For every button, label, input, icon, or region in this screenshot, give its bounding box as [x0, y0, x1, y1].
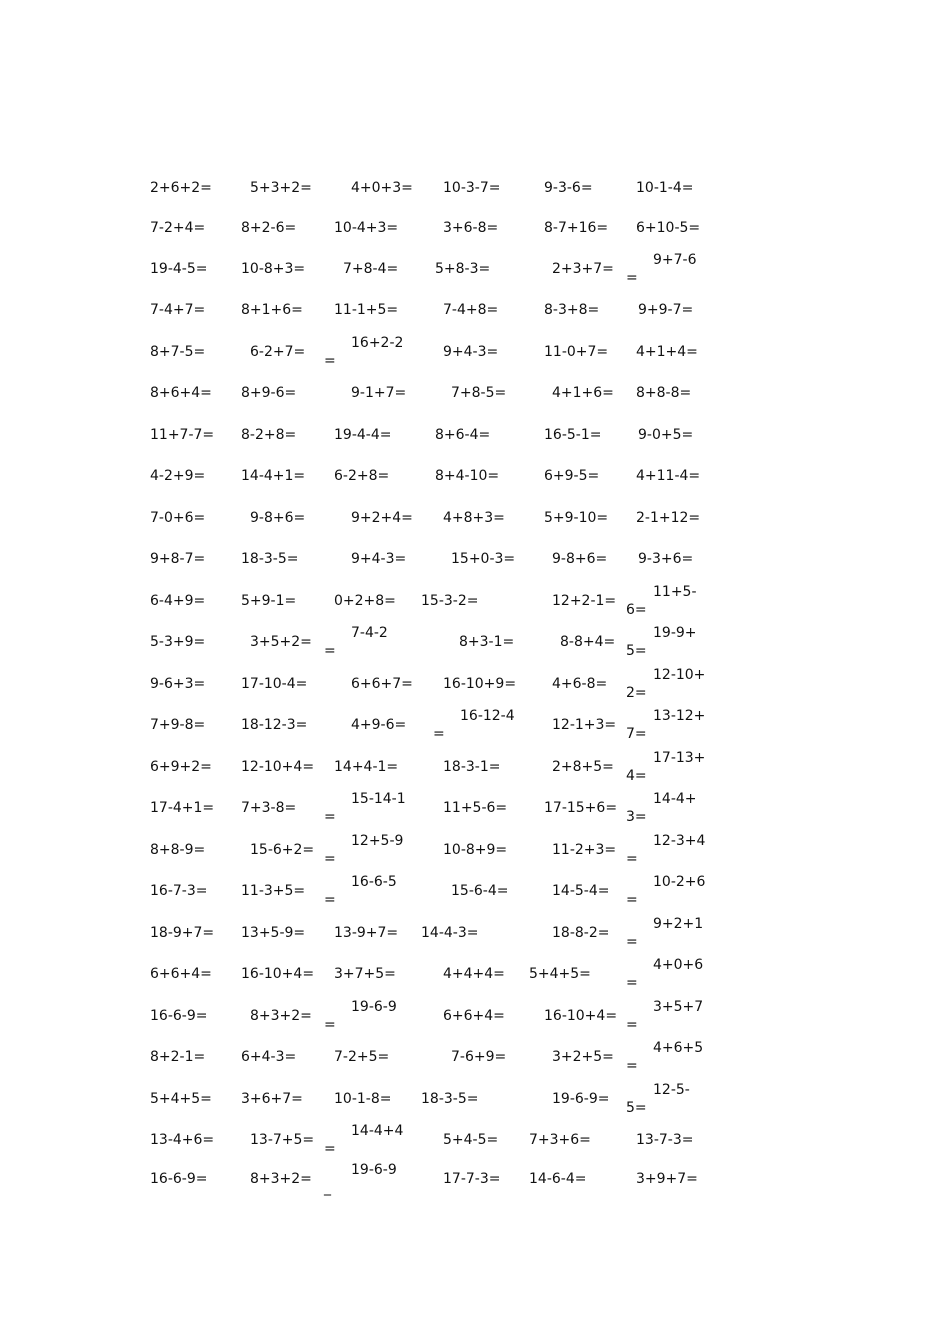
problem-text: 13-4+6= — [150, 1132, 215, 1148]
problem-text-line-2: = — [324, 809, 336, 825]
problem-text: 13-9+7= — [334, 925, 399, 941]
problem-text-line-2: = — [324, 643, 336, 659]
problem-text-line-2: = — [626, 1058, 638, 1074]
problem-row — [0, 551, 950, 581]
problem-text-line-2: = — [324, 1017, 336, 1033]
problem-text: 10-3-7= — [443, 180, 501, 196]
problem-text: 10-8+3= — [241, 261, 306, 277]
problem-row — [0, 708, 950, 747]
problem-text: 16-10+9= — [443, 676, 517, 692]
problem-text: 2-1+12= — [636, 510, 701, 526]
problem-text: 17-10-4= — [241, 676, 308, 692]
problem-row — [0, 1082, 950, 1121]
problem-text: 16-5-1= — [544, 427, 602, 443]
problem-text: 10-1-8= — [334, 1091, 392, 1107]
problem-text: 17-15+6= — [544, 800, 618, 816]
problem-row — [0, 791, 950, 830]
problem-text: 8+8-9= — [150, 842, 206, 858]
problem-text: 7-4+7= — [150, 302, 206, 318]
problem-text: 9-8+6= — [552, 551, 608, 567]
problem-text: 8+3-1= — [459, 634, 515, 650]
problem-text-line-2: 5= — [626, 643, 647, 659]
problem-text: 3+5+2= — [250, 634, 312, 650]
problem-text: 16-10+4= — [241, 966, 315, 982]
problem-row — [0, 999, 950, 1038]
problem-text-line-1: 12-5- — [653, 1082, 690, 1098]
problem-text-line-2: 7= — [626, 726, 647, 742]
problem-text: 16-6-9= — [150, 1008, 208, 1024]
problem-text: 18-9+7= — [150, 925, 215, 941]
problem-text: 9-1+7= — [351, 385, 407, 401]
problem-text: 12+2-1= — [552, 593, 617, 609]
problem-text: 12-1+3= — [552, 717, 617, 733]
problem-text: 15-3-2= — [421, 593, 479, 609]
problem-text: 0+2+8= — [334, 593, 396, 609]
problem-text: 7+3+6= — [529, 1132, 591, 1148]
problem-text: 7+3-8= — [241, 800, 297, 816]
problem-text: 14-5-4= — [552, 883, 610, 899]
problem-text: 18-8-2= — [552, 925, 610, 941]
problem-text-line-2: = — [626, 934, 638, 950]
problem-text: 11-3+5= — [241, 883, 306, 899]
problem-text: 7+8-4= — [343, 261, 399, 277]
problem-text-line-2: = — [626, 851, 638, 867]
problem-text: 9-8+6= — [250, 510, 306, 526]
problem-text: 5+9-1= — [241, 593, 297, 609]
problem-text: 11+7-7= — [150, 427, 215, 443]
problem-text: 6+4-3= — [241, 1049, 297, 1065]
problem-text: 4+0+3= — [351, 180, 413, 196]
problem-text: 6-2+8= — [334, 468, 390, 484]
problem-text: 7+8-5= — [451, 385, 507, 401]
problem-text: 11-0+7= — [544, 344, 609, 360]
problem-text-line-1: 4+6+5 — [653, 1040, 704, 1056]
problem-text: 11+5-6= — [443, 800, 508, 816]
problem-text-line-2: _ — [324, 1180, 331, 1196]
problem-text: 7-4+8= — [443, 302, 499, 318]
problem-text-line-1: 13-12+ — [653, 708, 706, 724]
problem-text: 5+3+2= — [250, 180, 312, 196]
problem-text: 5-3+9= — [150, 634, 206, 650]
problem-text: 7-2+4= — [150, 220, 206, 236]
problem-text: 8+1+6= — [241, 302, 303, 318]
problem-row — [0, 385, 950, 415]
problem-text: 16-10+4= — [544, 1008, 618, 1024]
problem-text: 13-7-3= — [636, 1132, 694, 1148]
problem-text: 14-4+1= — [241, 468, 306, 484]
problem-text: 12-10+4= — [241, 759, 315, 775]
problem-text-line-1: 16-6-5 — [351, 874, 397, 890]
problem-text-line-2: 4= — [626, 768, 647, 784]
problem-row — [0, 667, 950, 706]
problem-row — [0, 625, 950, 664]
problem-text: 8+4-10= — [435, 468, 500, 484]
problem-text-line-2: = — [626, 975, 638, 991]
problem-text: 3+7+5= — [334, 966, 396, 982]
problem-text-line-2: = — [324, 892, 336, 908]
problem-text: 4+1+6= — [552, 385, 614, 401]
problem-text: 9+4-3= — [443, 344, 499, 360]
problem-text: 10-4+3= — [334, 220, 399, 236]
problem-text: 17-7-3= — [443, 1171, 501, 1187]
problem-text: 7-6+9= — [451, 1049, 507, 1065]
problem-row — [0, 833, 950, 872]
problem-text: 6+6+4= — [150, 966, 212, 982]
problem-text-line-1: 11+5- — [653, 584, 697, 600]
problem-text: 11-2+3= — [552, 842, 617, 858]
problem-text: 5+4-5= — [443, 1132, 499, 1148]
problem-text: 9+8-7= — [150, 551, 206, 567]
problem-text: 9-6+3= — [150, 676, 206, 692]
problem-text: 4+11-4= — [636, 468, 701, 484]
problem-text: 5+4+5= — [150, 1091, 212, 1107]
problem-text-line-1: 4+0+6 — [653, 957, 704, 973]
problem-row — [0, 916, 950, 955]
problem-text: 9-3-6= — [544, 180, 593, 196]
problem-text-line-1: 16+2-2 — [351, 335, 404, 351]
problem-text-line-2: 2= — [626, 685, 647, 701]
problem-text-line-2: 6= — [626, 602, 647, 618]
problem-text-line-2: = — [324, 353, 336, 369]
problem-text: 8+3+2= — [250, 1171, 312, 1187]
problem-text-line-1: 9+7-6 — [653, 252, 697, 268]
problem-text: 18-3-5= — [241, 551, 299, 567]
problem-text-line-2: 5= — [626, 1100, 647, 1116]
problem-row — [0, 957, 950, 996]
problem-text: 8+2-1= — [150, 1049, 206, 1065]
problem-text: 3+6-8= — [443, 220, 499, 236]
problem-row — [0, 1040, 950, 1079]
problem-text: 5+9-10= — [544, 510, 609, 526]
problem-text-line-1: 19-6-9 — [351, 999, 397, 1015]
problem-text: 7-0+6= — [150, 510, 206, 526]
problem-text: 15-6+2= — [250, 842, 315, 858]
problem-text-line-1: 14-4+4 — [351, 1123, 404, 1139]
problem-text: 6+10-5= — [636, 220, 701, 236]
problem-text-line-1: 17-13+ — [653, 750, 706, 766]
problem-text: 9-0+5= — [638, 427, 694, 443]
problem-text-line-1: 12+5-9 — [351, 833, 404, 849]
problem-text: 2+8+5= — [552, 759, 614, 775]
problem-text: 4-2+9= — [150, 468, 206, 484]
problem-text: 14+4-1= — [334, 759, 399, 775]
problem-text: 6+9+2= — [150, 759, 212, 775]
problem-text: 7+9-8= — [150, 717, 206, 733]
problem-text-line-2: = — [626, 1017, 638, 1033]
problem-text: 10-8+9= — [443, 842, 508, 858]
problem-row — [0, 427, 950, 457]
problem-text: 4+6-8= — [552, 676, 608, 692]
problem-text: 3+2+5= — [552, 1049, 614, 1065]
problem-text-line-2: = — [433, 726, 445, 742]
problem-text: 16-7-3= — [150, 883, 208, 899]
problem-text: 16-6-9= — [150, 1171, 208, 1187]
problem-text: 3+9+7= — [636, 1171, 698, 1187]
problem-text: 18-12-3= — [241, 717, 308, 733]
problem-text-line-2: = — [626, 892, 638, 908]
problem-text: 15-6-4= — [451, 883, 509, 899]
problem-text: 9+4-3= — [351, 551, 407, 567]
problem-text: 8+6-4= — [435, 427, 491, 443]
problem-text: 9+9-7= — [638, 302, 694, 318]
problem-text: 8+6+4= — [150, 385, 212, 401]
problem-text: 8+8-8= — [636, 385, 692, 401]
problem-text: 19-4-5= — [150, 261, 208, 277]
problem-row — [0, 874, 950, 913]
problem-text: 2+3+7= — [552, 261, 614, 277]
problem-text: 8-7+16= — [544, 220, 609, 236]
problem-text: 4+8+3= — [443, 510, 505, 526]
problem-text: 17-4+1= — [150, 800, 215, 816]
problem-text: 11-1+5= — [334, 302, 399, 318]
problem-row — [0, 220, 950, 250]
problem-text: 14-4-3= — [421, 925, 479, 941]
problem-text-line-1: 10-2+6 — [653, 874, 706, 890]
problem-text-line-2: 3= — [626, 809, 647, 825]
problem-text: 14-6-4= — [529, 1171, 587, 1187]
problem-text: 4+4+4= — [443, 966, 505, 982]
problem-text: 6+9-5= — [544, 468, 600, 484]
problem-text: 8+2-6= — [241, 220, 297, 236]
problem-text: 5+4+5= — [529, 966, 591, 982]
problem-text-line-1: 16-12-4 — [460, 708, 515, 724]
problem-text: 8+9-6= — [241, 385, 297, 401]
problem-row — [0, 302, 950, 332]
problem-text: 8+3+2= — [250, 1008, 312, 1024]
problem-text: 7-2+5= — [334, 1049, 390, 1065]
problem-text: 9+2+4= — [351, 510, 413, 526]
problem-text: 18-3-5= — [421, 1091, 479, 1107]
problem-text-line-1: 9+2+1 — [653, 916, 704, 932]
problem-text: 8+7-5= — [150, 344, 206, 360]
problem-text: 3+6+7= — [241, 1091, 303, 1107]
problem-text: 8-2+8= — [241, 427, 297, 443]
problem-text: 10-1-4= — [636, 180, 694, 196]
problem-row — [0, 468, 950, 498]
problem-text: 15+0-3= — [451, 551, 516, 567]
problem-text-line-1: 12-3+4 — [653, 833, 706, 849]
problem-text-line-1: 19-9+ — [653, 625, 697, 641]
problem-text: 4+9-6= — [351, 717, 407, 733]
problem-row — [0, 750, 950, 789]
problem-text-line-2: = — [626, 270, 638, 286]
problem-text-line-1: 15-14-1 — [351, 791, 406, 807]
problem-row — [0, 510, 950, 540]
problem-text: 6+6+7= — [351, 676, 413, 692]
problem-text: 18-3-1= — [443, 759, 501, 775]
problem-text: 19-4-4= — [334, 427, 392, 443]
problem-text-line-1: 19-6-9 — [351, 1162, 397, 1178]
problem-row — [0, 335, 950, 374]
problem-text: 8-8+4= — [560, 634, 616, 650]
problem-text: 6+6+4= — [443, 1008, 505, 1024]
problem-text-line-1: 7-4-2 — [351, 625, 388, 641]
problem-row — [0, 584, 950, 623]
problem-text: 8-3+8= — [544, 302, 600, 318]
problem-text-line-2: = — [324, 1141, 336, 1157]
problem-text: 13+5-9= — [241, 925, 306, 941]
problem-text: 19-6-9= — [552, 1091, 610, 1107]
problem-text: 9-3+6= — [638, 551, 694, 567]
problem-text: 5+8-3= — [435, 261, 491, 277]
problem-text: 6-2+7= — [250, 344, 306, 360]
problem-text: 4+1+4= — [636, 344, 698, 360]
problem-text-line-1: 12-10+ — [653, 667, 706, 683]
problem-row — [0, 1123, 950, 1162]
problem-text: 6-4+9= — [150, 593, 206, 609]
problem-text: 13-7+5= — [250, 1132, 315, 1148]
problem-text-line-2: = — [324, 851, 336, 867]
problem-text-line-1: 14-4+ — [653, 791, 697, 807]
problem-text-line-1: 3+5+7 — [653, 999, 704, 1015]
problem-row — [0, 1162, 950, 1201]
problem-text: 2+6+2= — [150, 180, 212, 196]
problem-row — [0, 180, 950, 210]
problem-row — [0, 252, 950, 291]
